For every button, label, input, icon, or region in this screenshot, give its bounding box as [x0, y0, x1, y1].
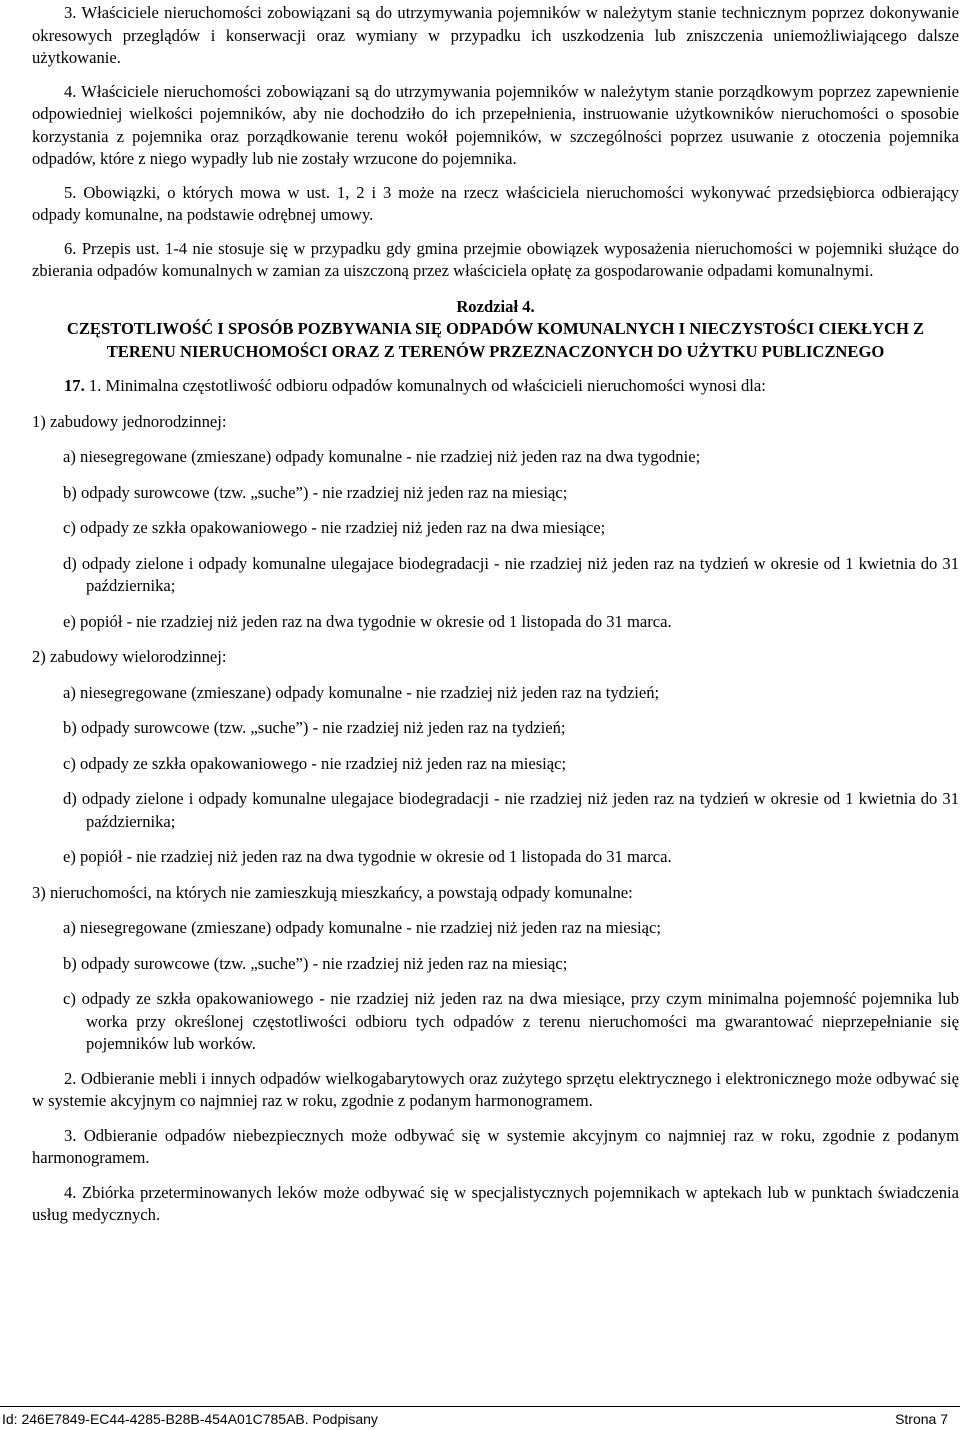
group-2-item-b: b) odpady surowcowe (tzw. „suche”) - nie rzadziej niż jeden raz na tydzień;: [63, 718, 566, 737]
group-1-header: 1) zabudowy jednorodzinnej:: [32, 411, 227, 431]
group-3-header: 3) nieruchomości, na których nie zamieszkują mieszkańcy, a powstają odpady komunalne:: [32, 882, 633, 902]
section-17-intro: [32, 375, 959, 398]
group-1-item-d: d) odpady zielone i odpady komunalne ulegajace biodegradacji - nie rzadziej niż jeden raz na tydzień w okresie od 1 kwietnia do 31 października;: [63, 553, 959, 595]
group-2-item-c: c) odpady ze szkła opakowaniowego - nie rzadziej niż jeden raz na miesiąc;: [63, 753, 567, 773]
group-1-item-e: e) popiół - nie rzadziej niż jeden raz na dwa tygodnie w okresie od 1 listopada do 31 marca.: [63, 611, 672, 631]
paragraph-3: 3. Właściciele nieruchomości zobowiązani są do utrzymywania pojemników w należytym stanie technicznym poprzez dokonywanie okresowych przeglądów i konserwacji oraz wymiany w przypadku ich uszkodzenia lub zniszczenia uniemożliwiającego dalsze użytkowanie.: [32, 3, 959, 67]
group-1-item-a: a) niesegregowane (zmieszane) odpady komunalne - nie rzadziej niż jeden raz na dwa tygodnie;: [63, 447, 701, 466]
page-footer: [0, 1406, 960, 1429]
group-2-header: 2) zabudowy wielorodzinnej:: [32, 647, 227, 666]
paragraph-4: 4. Właściciele nieruchomości zobowiązani są do utrzymywania pojemników w należytym stanie porządkowym poprzez zapewnienie odpowiedniej wielkości pojemników, aby nie dochodziło do ich przepełnienia, instruowanie użytkowników nieruchomości o sposobie korzystania z pojemnika oraz porządkowanie terenu wokół pojemników, w szczególności poprzez usuwanie z otoczenia pojemnika odpadów, które z niego wypadły lub nie zostały wrzucone do pojemnika.: [32, 81, 959, 168]
group-3-item-b: b) odpady surowcowe (tzw. „suche”) - nie rzadziej niż jeden raz na miesiąc;: [63, 953, 568, 973]
chapter-number: Rozdział 4.: [456, 296, 535, 316]
chapter-title: CZĘSTOTLIWOŚĆ I SPOSÓB POZBYWANIA SIĘ ODPADÓW KOMUNALNYCH I NIECZYSTOŚCI CIEKŁYCH Z TERENU NIERUCHOMOŚCI ORAZ Z TERENÓW PRZEZNACZONYCH DO UŻYTKU PUBLICZNEGO: [66, 319, 925, 361]
document-body: [32, 2, 959, 1227]
page-number: Strona 7: [895, 1411, 948, 1427]
group-1-item-c: c) odpady ze szkła opakowaniowego - nie rzadziej niż jeden raz na dwa miesiące;: [63, 518, 606, 537]
paragraph-5: 5. Obowiązki, o których mowa w ust. 1, 2 i 3 może na rzecz właściciela nieruchomości wykonywać przedsiębiorca odbierający odpady komunalne, na podstawie odrębnej umowy.: [32, 182, 959, 224]
group-2-item-e: e) popiół - nie rzadziej niż jeden raz na dwa tygodnie w okresie od 1 listopada do 31 marca.: [63, 847, 672, 866]
section-17-text: 1. Minimalna częstotliwość odbioru odpadów komunalnych od właścicieli nieruchomości wynosi dla:: [84, 376, 766, 395]
closing-section-3: 3. Odbieranie odpadów niebezpiecznych może odbywać się w systemie akcyjnym co najmniej raz w roku, zgodnie z podanym harmonogramem.: [32, 1125, 959, 1167]
group-2-item-d: d) odpady zielone i odpady komunalne ulegajace biodegradacji - nie rzadziej niż jeden raz na tydzień w okresie od 1 kwietnia do 31 października;: [63, 789, 959, 831]
group-1-item-b: b) odpady surowcowe (tzw. „suche”) - nie rzadziej niż jeden raz na miesiąc;: [63, 482, 568, 502]
closing-section-4: 4. Zbiórka przeterminowanych leków może odbywać się w specjalistycznych pojemnikach w aptekach lub w punktach świadczenia usług medycznych.: [32, 1182, 959, 1224]
document-id: Id: 246E7849-EC44-4285-B28B-454A01C785AB. Podpisany: [2, 1411, 378, 1427]
section-17-mark: 17.: [64, 376, 85, 395]
group-3-item-a: a) niesegregowane (zmieszane) odpady komunalne - nie rzadziej niż jeden raz na miesiąc;: [63, 918, 662, 937]
group-2-item-a: a) niesegregowane (zmieszane) odpady komunalne - nie rzadziej niż jeden raz na tydzień;: [63, 682, 660, 702]
paragraph-6: 6. Przepis ust. 1-4 nie stosuje się w przypadku gdy gmina przejmie obowiązek wyposażenia nieruchomości w pojemniki służące do zbierania odpadów komunalnych w zamian za uiszczoną przez właściciela opłatę za gospodarowanie odpadami komunalnymi.: [32, 238, 959, 280]
closing-section-2: 2. Odbieranie mebli i innych odpadów wielkogabarytowych oraz zużytego sprzętu elektrycznego i elektronicznego może odbywać się w systemie akcyjnym co najmniej raz w roku, zgodnie z podanym harmonogramem.: [32, 1068, 959, 1110]
group-3-item-c: c) odpady ze szkła opakowaniowego - nie rzadziej niż jeden raz na dwa miesiące, przy czym minimalna pojemność pojemnika lub worka przy określonej częstotliwości odbioru tych odpadów z terenu nieruchomości ma gwarantować nieprzepełnianie się pojemników lub worków.: [63, 989, 959, 1053]
